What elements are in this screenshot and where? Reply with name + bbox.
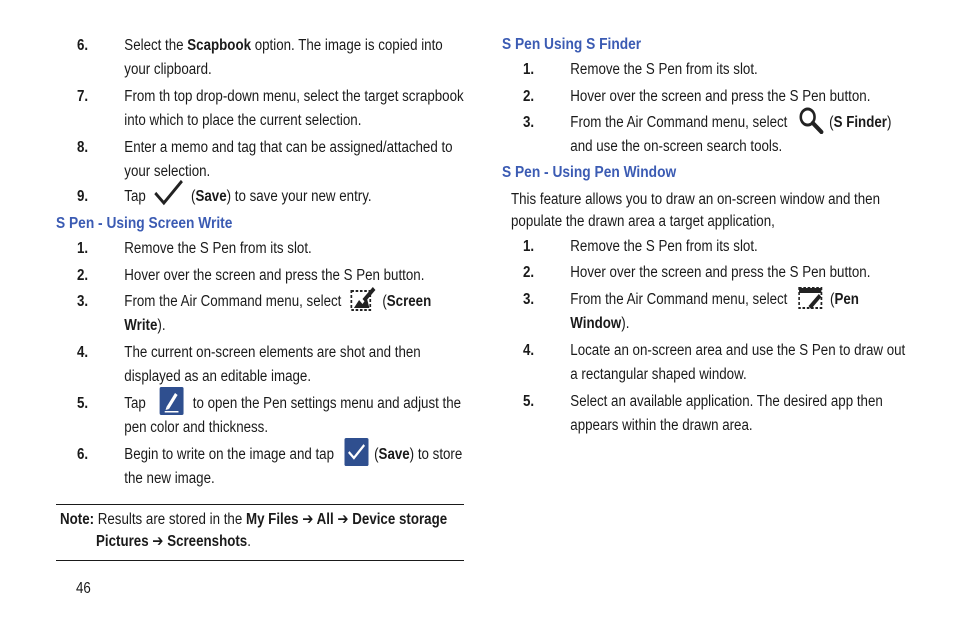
window-step-5: 5. Select an available application. The desired app then appears within the drawn area. [523,390,910,438]
screen-write-step-3: 3. From the Air Command menu, select (Screen Write). [77,290,464,338]
finder-step-3: 3. From the Air Command menu, select (S Finder) and use the on-screen search tools. [523,111,910,159]
window-step-1: 1. Remove the S Pen from its slot. [523,235,910,259]
step-number: 5. [77,395,89,412]
section-heading-s-finder: S Pen Using S Finder [502,36,642,53]
step-number: 1. [523,238,535,255]
scrapbook-label: Scapbook [187,37,252,54]
step-number: 6. [77,37,89,54]
step-9-save: 9. Tap (Save) to save your new entry. [77,185,464,209]
section-heading-pen-window: S Pen - Using Pen Window [502,164,677,181]
pen-window-intro: This feature allows you to draw an on-screen window and then populate the drawn area a target application, [511,191,881,230]
page-number: 46 [76,580,91,597]
note-top-rule [56,504,464,505]
step-number: 3. [523,291,535,308]
note-bottom-rule [56,560,464,561]
step-number: 1. [523,61,535,78]
section-heading-screen-write: S Pen - Using Screen Write [56,215,233,232]
step-number: 2. [523,88,535,105]
step-number: 4. [523,342,535,359]
step-number: 2. [77,267,89,284]
checkmark-icon [153,179,186,207]
note-box-line2: Pictures ➔ Screenshots. [96,533,251,550]
step-number: 3. [523,114,535,131]
step-number: 9. [77,188,89,205]
pen-window-icon [798,284,824,310]
step-7-target: 7. From th top drop-down menu, select the target scrapbook into which to place the current selection. [77,85,464,133]
step-number: 2. [523,264,535,281]
step-number: 7. [77,88,89,105]
screen-write-step-4: 4. The current on-screen elements are shot and then displayed as an editable image. [77,341,464,389]
step-8-memo: 8. Enter a memo and tag that can be assigned/attached to your selection. [77,136,464,184]
step-number: 5. [523,393,535,410]
note-box: Note: Results are stored in the My Files ➔ All ➔ Device storage [60,511,448,528]
window-step-3: 3. From the Air Command menu, select (Pen Window). [523,288,910,336]
window-step-2: 2. Hover over the screen and press the S Pen button. [523,261,910,285]
screen-write-step-6: 6. Begin to write on the image and tap (Save) to store the new image. [77,443,464,491]
screen-write-step-5: 5. Tap to open the Pen settings menu and adjust the pen color and thickness. [77,392,464,440]
screen-write-step-2: 2. Hover over the screen and press the S Pen button. [77,264,464,288]
screen-write-icon [350,285,376,313]
step-number: 1. [77,240,89,257]
window-step-4: 4. Locate an on-screen area and use the S Pen to draw out a rectangular shaped window. [523,339,910,387]
note-label: Note: [60,511,95,528]
search-icon [798,106,824,134]
finder-step-1: 1. Remove the S Pen from its slot. [523,58,910,82]
save-check-icon [345,438,369,466]
screen-write-step-1: 1. Remove the S Pen from its slot. [77,237,464,261]
step-number: 4. [77,344,89,361]
pen-settings-icon [160,387,184,415]
step-number: 6. [77,446,89,463]
step-6-scrapbook: 6. Select the Scapbook option. The image is copied into your clipboard. [77,34,464,82]
step-number: 8. [77,139,89,156]
step-number: 3. [77,293,89,310]
finder-step-2: 2. Hover over the screen and press the S Pen button. [523,85,910,109]
